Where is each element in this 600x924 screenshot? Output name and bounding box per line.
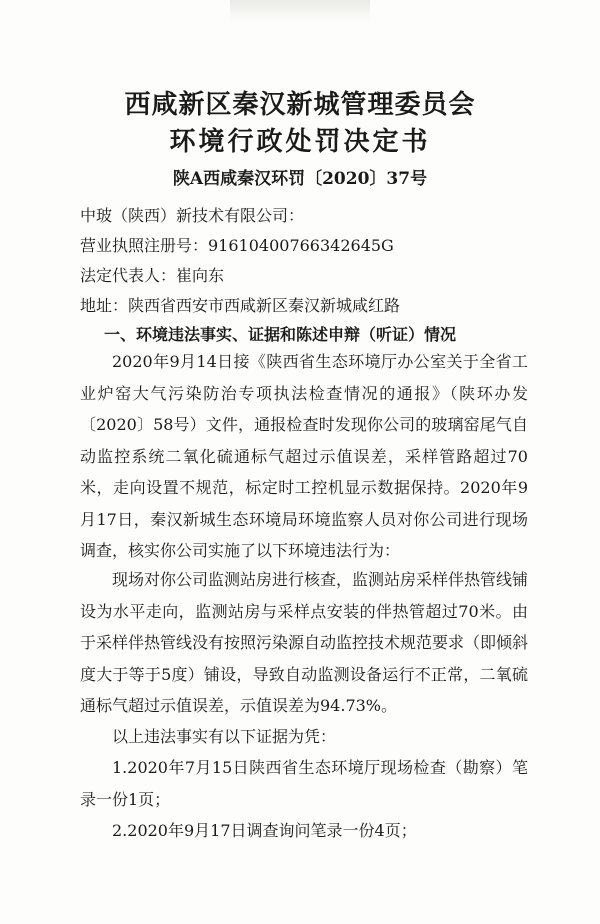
fact-paragraph-1: 2020年9月14日接《陕西省生态环境厅办公室关于全省工业炉窑大气污染防治专项执法检查情况的通报》（陕环办发〔2020〕58号）文件，通报检查时发现你公司的玻璃窑尾气自动监控系统二氧化硫通标气超过示值误差，采样管路超过70米，走向设置不规范，标定时工控机显示数据保持。2020年9月17日，秦汉新城生态环境局环境监察人员对你公司进行现场调查，核实你公司实施了以下环境违法行为： <box>80 352 528 560</box>
evidence-item-2: 2.2020年9月17日调查询问笔录一份4页； <box>112 821 417 840</box>
license-number: 营业执照注册号：91610400766342645G <box>80 236 394 255</box>
legal-representative: 法定代表人：崔向东 <box>80 266 225 285</box>
document-number: 陕A西咸秦汉环罚〔2020〕37号 <box>172 169 428 189</box>
evidence-item-1: 1.2020年7月15日陕西省生态环境厅现场检查（勘察）笔录一份1页； <box>80 758 528 809</box>
fact-paragraph-2: 现场对你公司监测站房进行核查，监测站房采样伴热管线铺设为水平走向，监测站房与采样点安装的伴热管超过70米。由于采样伴热管线没有按照污染源自动监控技术规范要求（即倾斜度大于等于5度）铺设，导致自动监测设备运行不正常，二氧硫通标气超过示值误差，示值误差为94.73%。 <box>80 570 529 715</box>
company-address: 地址：陕西省西安市西咸新区秦汉新城咸红路 <box>80 296 401 315</box>
evidence-intro: 以上违法事实有以下证据为凭： <box>112 727 337 746</box>
company-name: 中玻（陕西）新技术有限公司： <box>80 206 305 225</box>
section-heading: 一、环境违法事实、证据和陈述申辩（听证）情况 <box>104 325 457 344</box>
scan-shadow <box>230 0 370 22</box>
title-committee: 西咸新区秦汉新城管理委员会 <box>124 90 476 120</box>
title-decision: 环境行政处罚决定书 <box>169 127 431 157</box>
